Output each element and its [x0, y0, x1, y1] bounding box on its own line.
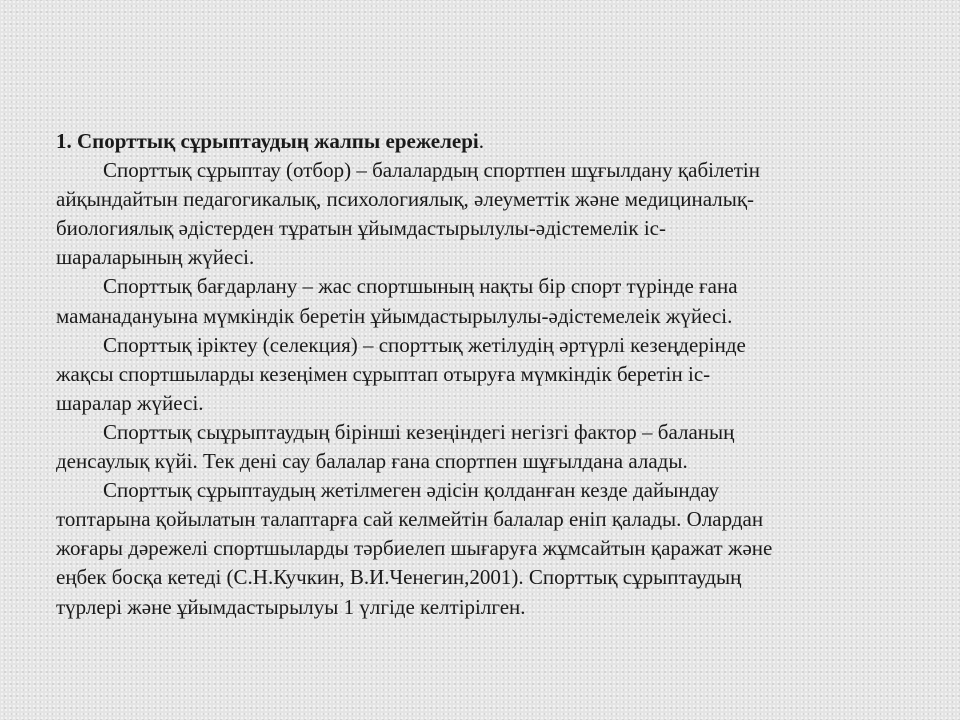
paragraph-imperfect-method	[56, 476, 896, 621]
text-line: жақсы спортшыларды кезеңімен сұрыптап отыруға мүмкіндік беретін іс-	[56, 361, 711, 386]
heading-title: Спорттық сұрыптаудың жалпы ережелері	[77, 129, 479, 153]
paragraph-health-factor	[56, 418, 896, 476]
text-line: биологиялық әдістерден тұратын ұйымдастырылулы-әдістемелік іс-	[56, 216, 666, 241]
text-line: денсаулық күйі. Тек дені сау балалар ғана спортпен шұғылдана алады.	[56, 449, 688, 474]
paragraph-selection-stages	[56, 331, 896, 418]
slide-body	[56, 127, 896, 622]
heading-period: .	[478, 129, 484, 153]
text-line: Спорттық сұрыптаудың жетілмеген әдісін қолданған кезде дайындау	[103, 478, 720, 503]
text-line: шаралар жүйесі.	[56, 390, 204, 415]
heading-number: 1.	[56, 129, 72, 153]
text-line: түрлері және ұйымдастырылуы 1 үлгіде келтірілген.	[56, 594, 526, 619]
text-line: маманадануына мүмкіндік беретін ұйымдастырылулы-әдістемелеік жүйесі.	[56, 303, 733, 328]
text-line: Спорттық сыұрыптаудың бірінші кезеңіндегі негізгі фактор – баланың	[103, 419, 735, 444]
text-line: Спорттық іріктеу (селекция) – спорттық жетілудің әртүрлі кезеңдерінде	[103, 332, 746, 357]
text-line: топтарына қойылатын талаптарға сай келмейтін балалар еніп қалады. Олардан	[56, 507, 764, 532]
paragraph-selection-definition	[56, 156, 896, 272]
text-line: Спорттық сұрыптау (отбор) – балалардың спортпен шұғылдану қабілетін	[103, 158, 761, 183]
text-line: Спорттық бағдарлану – жас спортшының нақты бір спорт түрінде ғана	[103, 274, 738, 299]
text-line: еңбек босқа кетеді (С.Н.Кучкин, В.И.Ченегин,2001). Спорттық сұрыптаудың	[56, 565, 742, 590]
text-line: айқындайтын педагогикалық, психологиялық, әлеуметтік және медициналық-	[56, 187, 755, 212]
paragraph-orientation-definition	[56, 272, 896, 330]
section-heading	[56, 127, 896, 156]
text-line: жоғары дәрежелі спортшыларды тәрбиелеп шығаруға жұмсайтын қаражат және	[56, 536, 773, 561]
text-line: шараларының жүйесі.	[56, 245, 255, 270]
